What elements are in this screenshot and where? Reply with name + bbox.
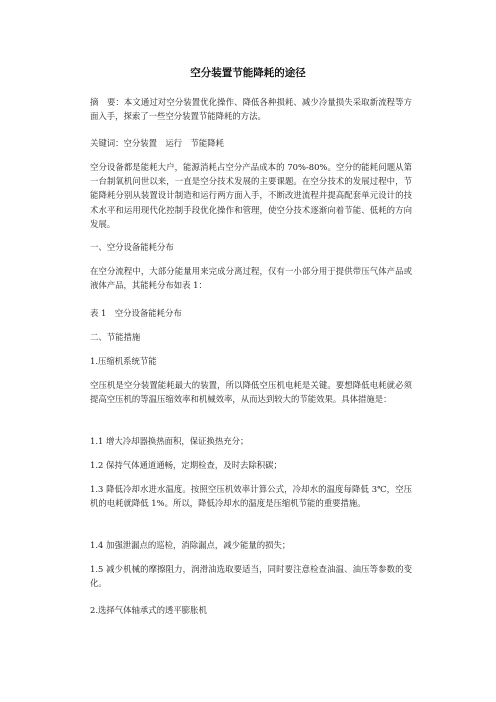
abstract-paragraph: 摘 要：本文通过对空分装置优化操作、降低各种损耗、减少冷量损失采取新流程等方面入手，探索了一些空分装置节能降耗的方法。 <box>90 97 412 122</box>
subsection-1-paragraph: 空压机是空分装置能耗最大的装置，所以降低空压机电耗是关键。要想降低电耗就必须提高空压机的等温压缩效率和机械效率，从而达到较大的节能效果。具体措施是： <box>90 380 412 405</box>
section-1-heading: 一、空分设备能耗分布 <box>90 242 174 252</box>
list-item-1-1: 1.1 增大冷却器换热面积，保证换热充分； <box>90 436 249 446</box>
list-item-1-4: 1.4 加强泄漏点的巡检，消除漏点，减少能量的损失； <box>90 540 291 550</box>
list-item-1-2: 1.2 保持气体通道通畅，定期检查，及时去除积碳； <box>90 460 282 470</box>
section-1-paragraph: 在空分流程中，大部分能量用来完成分离过程，仅有一小部分用于提供带压气体产品或液体产品，其能耗分布如表 1： <box>90 266 412 291</box>
intro-paragraph: 空分设备都是能耗大户，能源消耗占空分产品成本的 70%-80%。空分的能耗问题从第一台制氧机问世以来，一直是空分技术发展的主要课题。在空分技术的发展过程中，节能降耗分别从装置设计制造和运行两方面入手，不断改进流程并提高配套单元设计的技术水平和运用现代化控制手段优化操作和管理，使空分技术逐渐向着节能、低耗的方向发展。 <box>90 162 412 229</box>
section-2-heading: 二、节能措施 <box>90 332 141 342</box>
subsection-1-heading: 1.压缩机系统节能 <box>90 356 157 366</box>
list-item-1-5: 1.5 减少机械的摩擦阻力，润滑油选取要适当，同时要注意检查油温、油压等参数的变化。 <box>90 564 412 589</box>
list-item-1-3: 1.3 降低冷却水进水温度。按照空压机效率计算公式，冷却水的温度每降低 3℃，空压机的电耗就降低 1%。所以，降低冷却水的温度是压缩机节能的重要措施。 <box>90 484 412 509</box>
subsection-2-heading: 2.选择气体轴承式的透平膨胀机 <box>90 605 207 615</box>
document-title: 空分装置节能降耗的途径 <box>190 67 306 79</box>
keywords-line: 关键词：空分装置 运行 节能降耗 <box>90 138 224 148</box>
table-1-caption: 表 1 空分设备能耗分布 <box>90 308 182 318</box>
